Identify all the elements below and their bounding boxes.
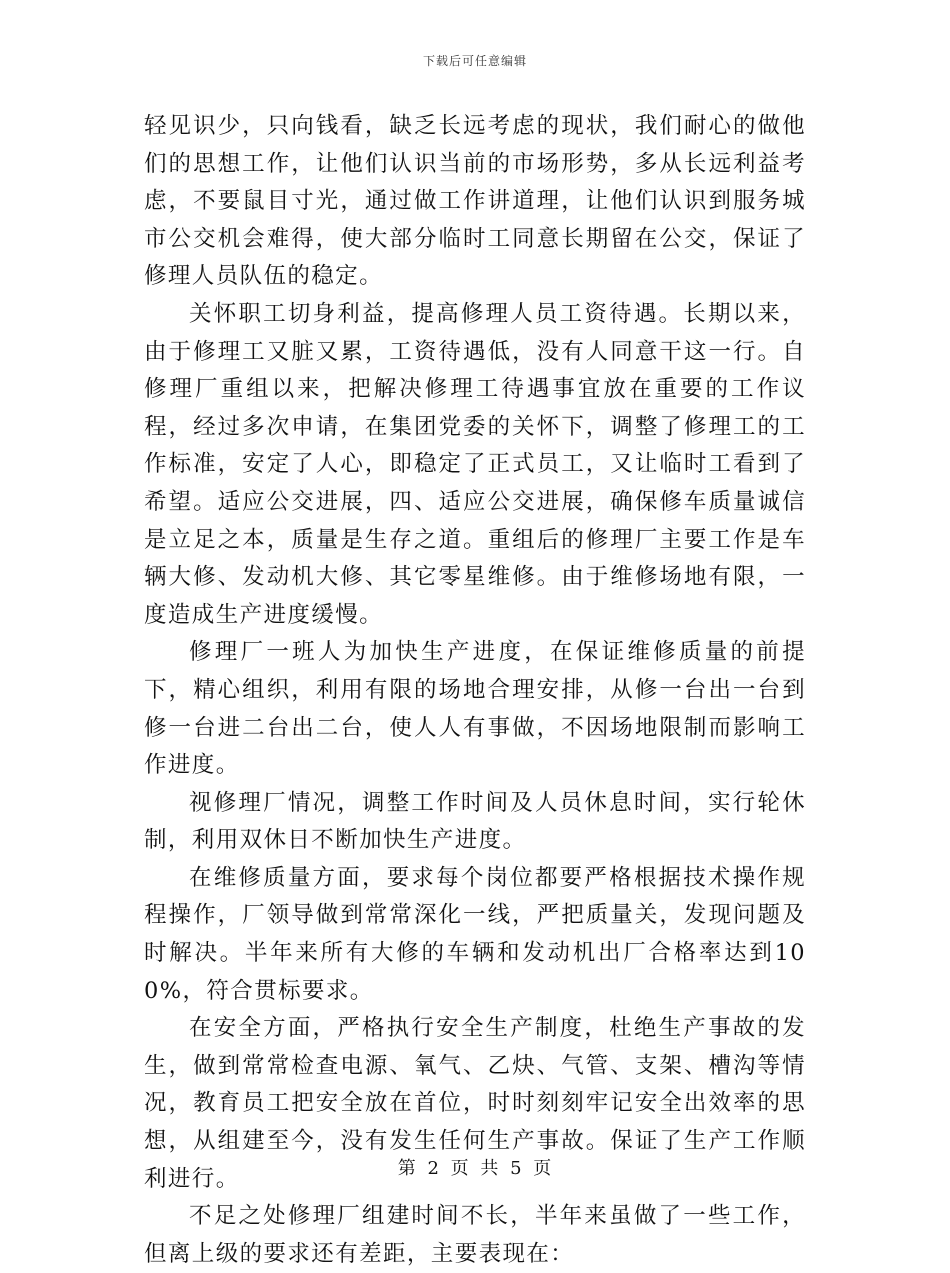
body-text bbox=[144, 108, 806, 1273]
paragraph-shortcomings: 不足之处修理厂组建时间不长，半年来虽做了一些工作，但离上级的要求还有差距，主要表现在： bbox=[144, 1203, 806, 1267]
page-number-footer: 第 2 页 共 5 页 bbox=[397, 1158, 553, 1179]
paragraph-safety: 在安全方面，严格执行安全生产制度，杜绝生产事故的发生，做到常常检查电源、氧气、乙炔、气管、支架、槽沟等情况，教育员工把安全放在首位，时时刻刻牢记安全出效率的思想，从组建至今，没有发生任何生产事故。保证了生产工作顺利进行。 bbox=[144, 1015, 806, 1192]
header-note: 下载后可任意编辑 bbox=[422, 54, 527, 68]
paragraph-continuation: 轻见识少，只向钱看，缺乏长远考虑的现状，我们耐心的做他们的思想工作，让他们认识当前的市场形势，多从长远利益考虑，不要鼠目寸光，通过做工作讲道理，让他们认识到服务城市公交机会难得，使大部分临时工同意长期留在公交，保证了修理人员队伍的稳定。 bbox=[144, 113, 806, 290]
paragraph-production-progress: 修理厂一班人为加快生产进度，在保证维修质量的前提下，精心组织，利用有限的场地合理安排，从修一台出一台到修一台进二台出二台，使人人有事做，不因场地限制而影响工作进度。 bbox=[144, 639, 806, 779]
paragraph-repair-quality: 在维修质量方面，要求每个岗位都要严格根据技术操作规程操作，厂领导做到常常深化一线，严把质量关，发现问题及时解决。半年来所有大修的车辆和发动机出厂合格率达到100%，符合贯标要求。 bbox=[144, 864, 806, 1004]
paragraph-work-schedule: 视修理厂情况，调整工作时间及人员休息时间，实行轮休制，利用双休日不断加快生产进度。 bbox=[144, 789, 806, 854]
paragraph-worker-benefits: 关怀职工切身利益，提高修理人员工资待遇。长期以来，由于修理工又脏又累，工资待遇低，没有人同意干这一行。自修理厂重组以来，把解决修理工待遇事宜放在重要的工作议程，经过多次申请，在集团党委的关怀下，调整了修理工的工作标准，安定了人心，即稳定了正式员工，又让临时工看到了希望。适应公交进展，四、适应公交进展，确保修车质量诚信是立足之本，质量是生存之道。重组后的修理厂主要工作是车辆大修、发动机大修、其它零星维修。由于维修场地有限，一度造成生产进度缓慢。 bbox=[144, 300, 806, 628]
